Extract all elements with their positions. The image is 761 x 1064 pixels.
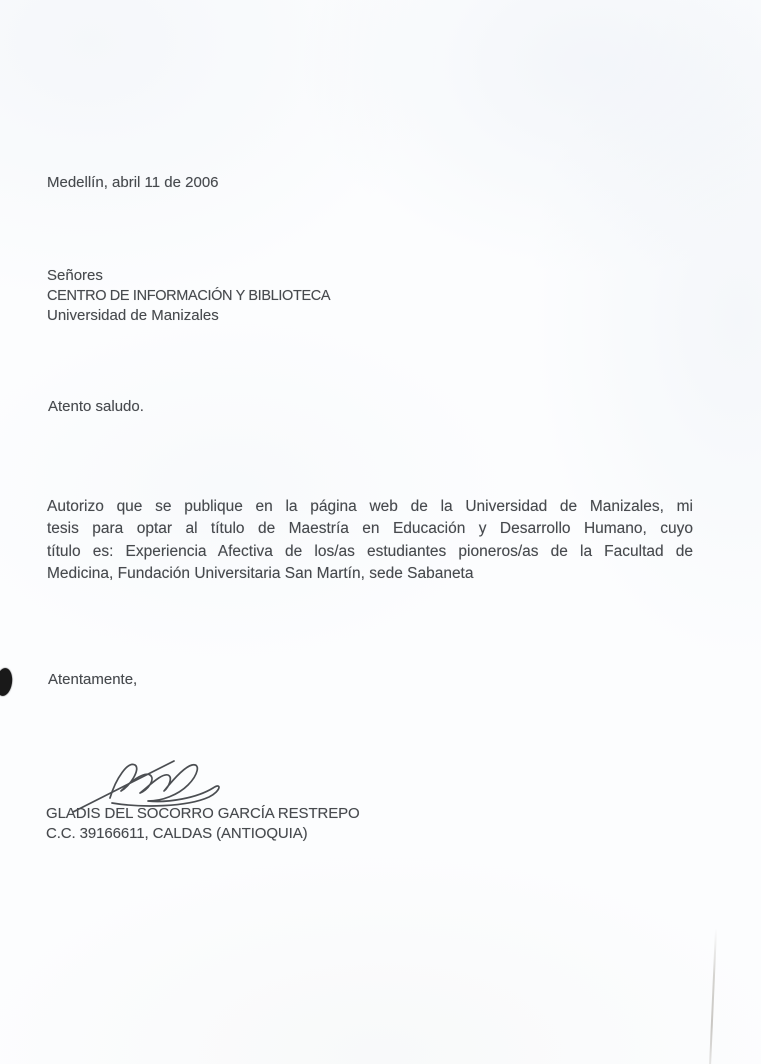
scan-crease-line — [709, 928, 717, 1064]
closing-line: Atentamente, — [48, 671, 138, 688]
signer-name: GLADIS DEL SOCORRO GARCÍA RESTREPO — [46, 805, 360, 822]
body-line: Autorizo que se publique en la página web de la Universidad de Manizales, mi — [47, 498, 693, 515]
recipient-institution: Universidad de Manizales — [47, 307, 219, 324]
recipient-block — [47, 266, 330, 326]
signer-id-line: C.C. 39166611, CALDAS (ANTIOQUIA) — [46, 824, 308, 842]
recipient-organization: CENTRO DE INFORMACIÓN Y BIBLIOTECA — [47, 288, 331, 304]
greeting-line: Atento saludo. — [48, 398, 144, 415]
scan-artifact-blob — [0, 667, 14, 697]
body-line: tesis para optar al título de Maestría en Educación y Desarrollo Humano, cuyo — [47, 520, 693, 538]
recipient-salutation: Señores — [47, 267, 103, 284]
body-line: título es: Experiencia Afectiva de los/as estudiantes pioneros/as de la Facultad de — [47, 542, 693, 560]
date-line: Medellín, abril 11 de 2006 — [47, 174, 219, 191]
handwritten-signature — [70, 748, 228, 814]
body-line: Medicina, Fundación Universitaria San Martín, sede Sabaneta — [47, 564, 474, 582]
body-paragraph — [47, 496, 693, 585]
